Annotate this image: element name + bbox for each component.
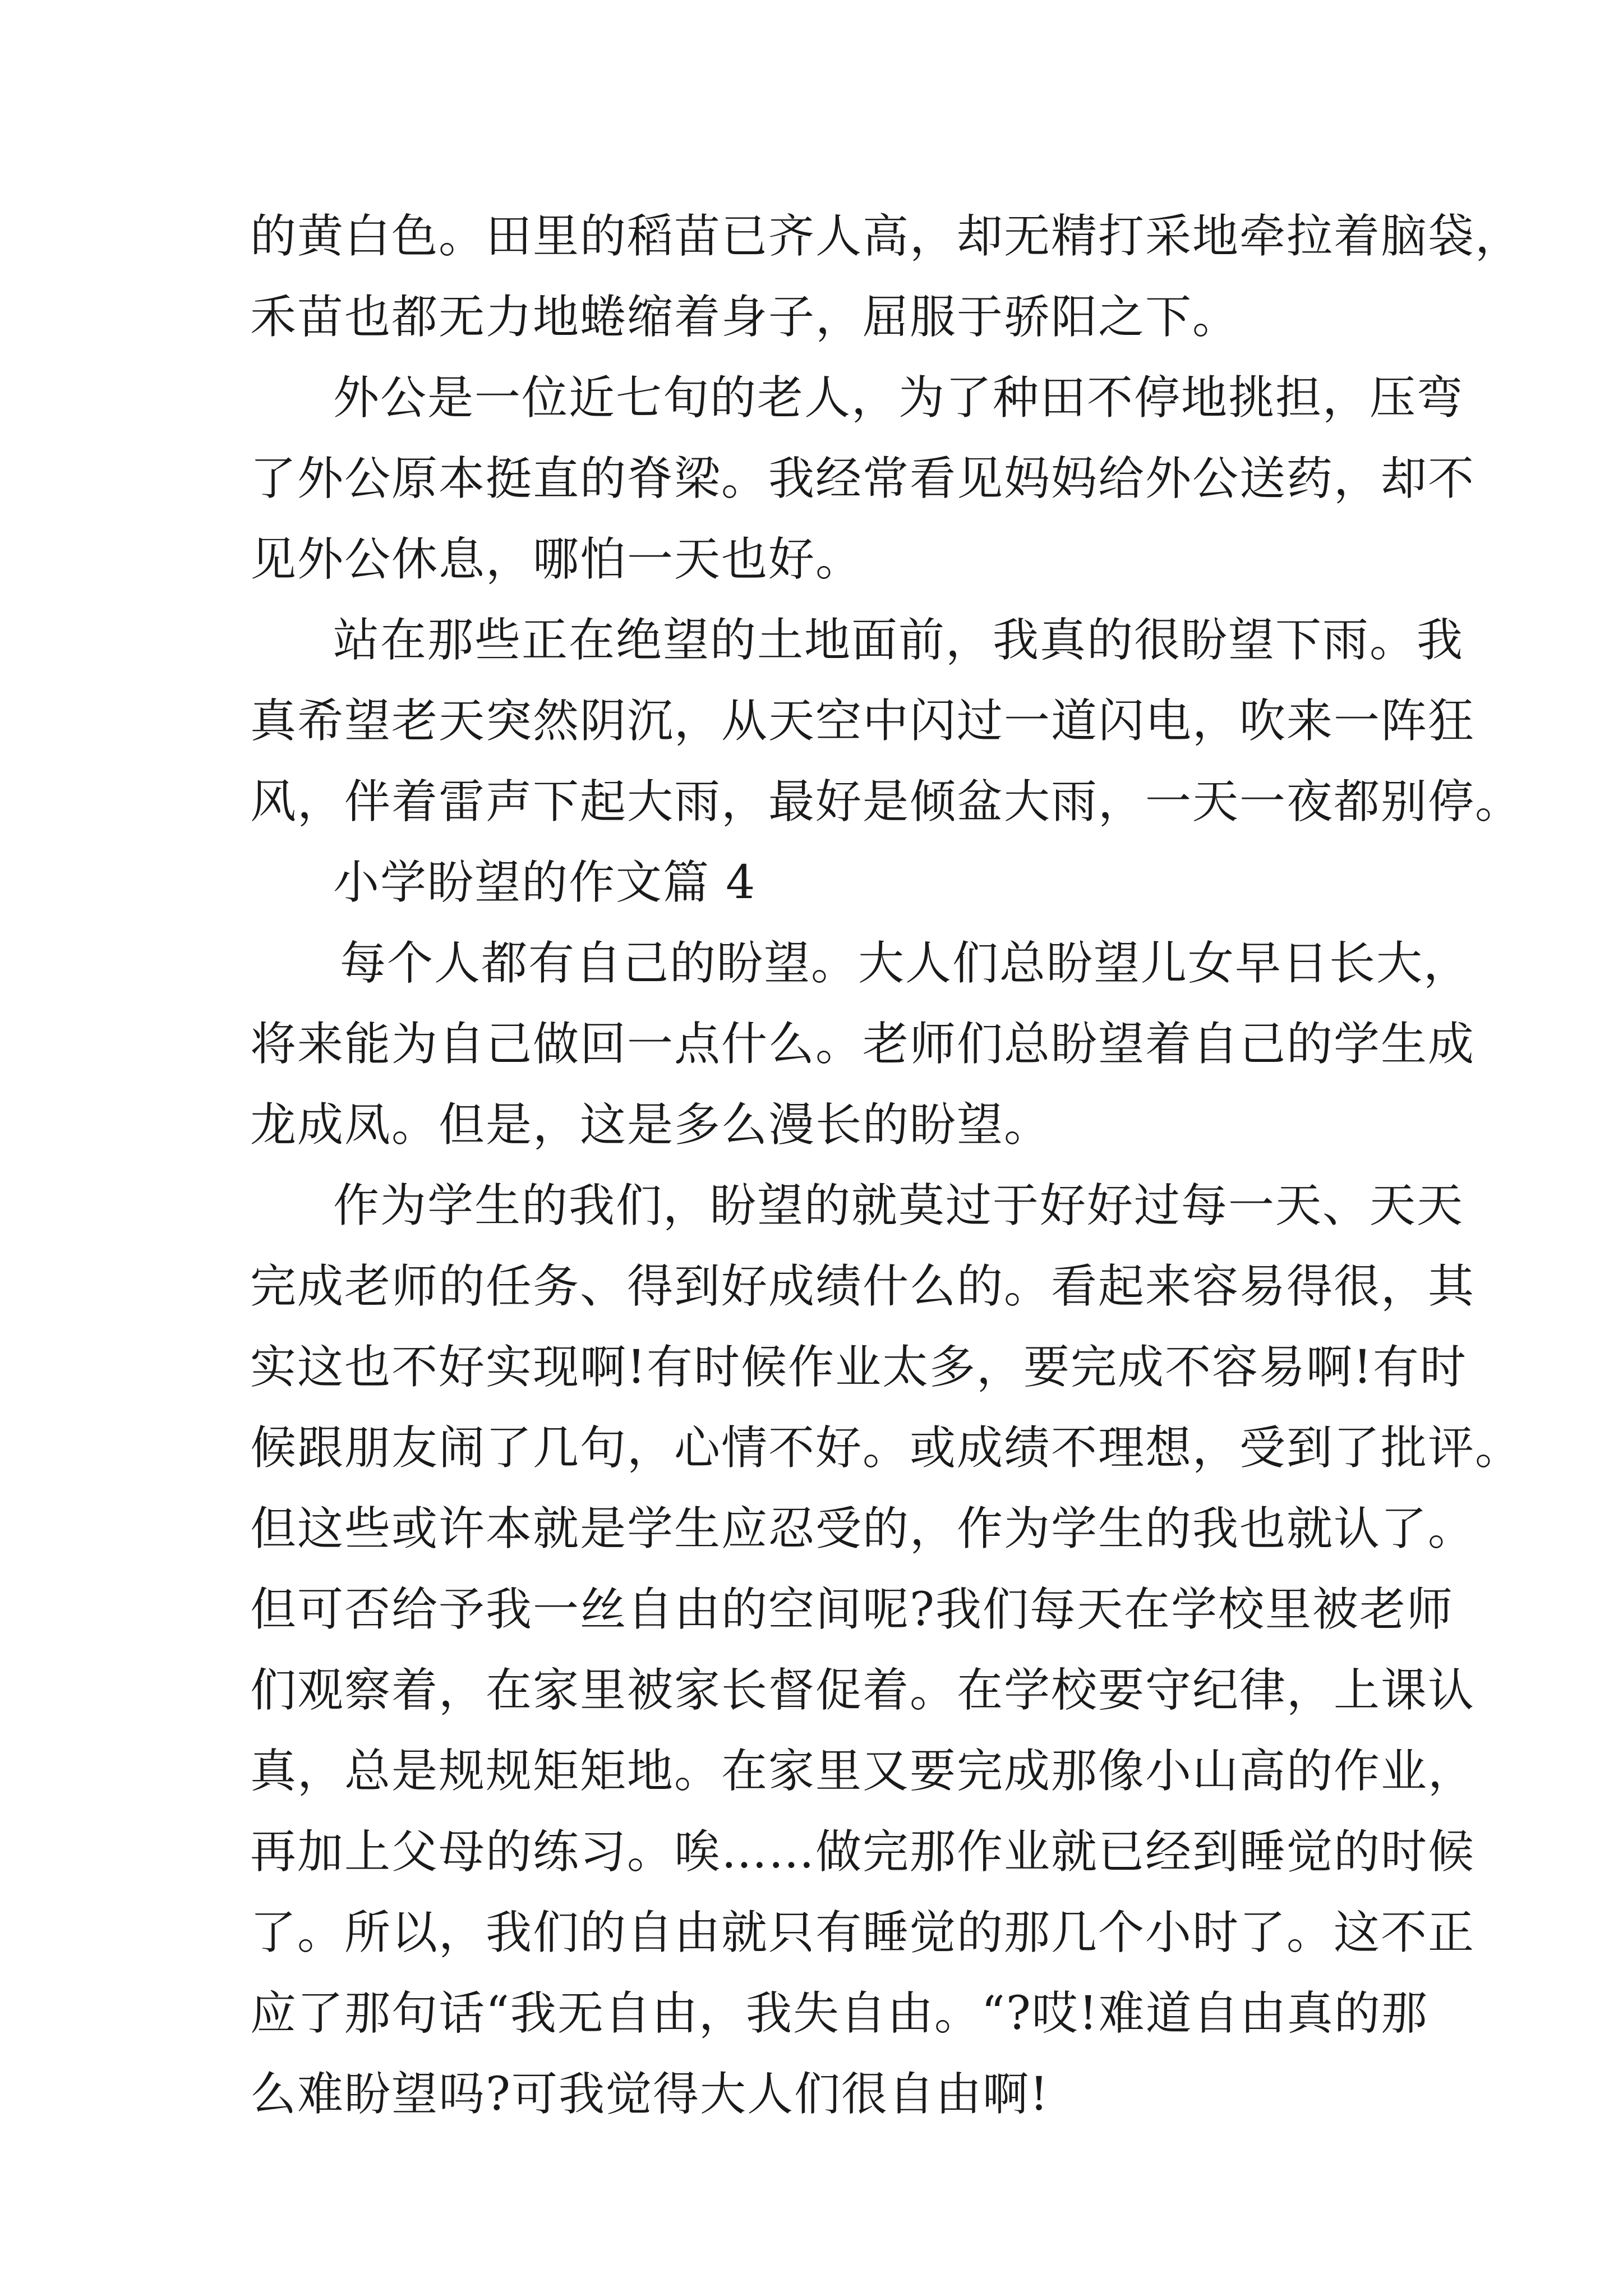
paragraph-start-line: 每个人都有自己的盼望。大人们总盼望儿女早日长大， — [340, 937, 1471, 990]
text-line: 禾苗也都无力地蜷缩着身子，屈服于骄阳之下。 — [250, 291, 1240, 344]
text-line: 实这也不好实现啊!有时候作业太多，要完成不容易啊!有时 — [250, 1341, 1467, 1394]
text-line: 将来能为自己做回一点什么。老师们总盼望着自己的学生成 — [250, 1018, 1476, 1071]
text-line: 真，总是规规矩矩地。在家里又要完成那像小山高的作业， — [250, 1745, 1476, 1798]
text-line: 候跟朋友闹了几句，心情不好。或成绩不理想，受到了批评。 — [250, 1421, 1523, 1475]
text-line: 们观察着，在家里被家长督促着。在学校要守纪律，上课认 — [250, 1664, 1476, 1717]
section-heading: 小学盼望的作文篇 4 — [333, 856, 757, 909]
text-line: 风，伴着雷声下起大雨，最好是倾盆大雨，一天一夜都别停。 — [250, 775, 1523, 829]
text-line: 么难盼望吗?可我觉得大人们很自由啊! — [250, 2068, 1049, 2121]
text-line: 见外公休息，哪怕一天也好。 — [250, 533, 863, 586]
paragraph-start-line: 站在那些正在绝望的土地面前，我真的很盼望下雨。我 — [333, 614, 1464, 667]
text-line: 了。所以，我们的自由就只有睡觉的那几个小时了。这不正 — [250, 1906, 1476, 1959]
text-line: 龙成凤。但是，这是多么漫长的盼望。 — [250, 1098, 1052, 1152]
text-line: 了外公原本挺直的脊梁。我经常看见妈妈给外公送药，却不 — [250, 452, 1476, 505]
text-line: 应了那句话“我无自由，我失自由。“?哎!难道自由真的那 — [250, 1987, 1428, 2040]
text-line: 但可否给予我一丝自由的空间呢?我们每天在学校里被老师 — [250, 1583, 1454, 1636]
text-line: 真希望老天突然阴沉，从天空中闪过一道闪电，吹来一阵狂 — [250, 694, 1476, 748]
text-line: 但这些或许本就是学生应忍受的，作为学生的我也就认了。 — [250, 1502, 1476, 1556]
text-line: 再加上父母的练习。唉……做完那作业就已经到睡觉的时候 — [250, 1825, 1476, 1879]
paragraph-start-line: 作为学生的我们，盼望的就莫过于好好过每一天、天天 — [333, 1179, 1464, 1232]
paragraph-start-line: 外公是一位近七旬的老人，为了种田不停地挑担，压弯 — [333, 371, 1464, 425]
text-line: 完成老师的任务、得到好成绩什么的。看起来容易得很，其 — [250, 1260, 1476, 1313]
text-line: 的黄白色。田里的稻苗已齐人高，却无精打采地牵拉着脑袋， — [250, 210, 1523, 263]
essay-text — [250, 196, 1523, 2135]
